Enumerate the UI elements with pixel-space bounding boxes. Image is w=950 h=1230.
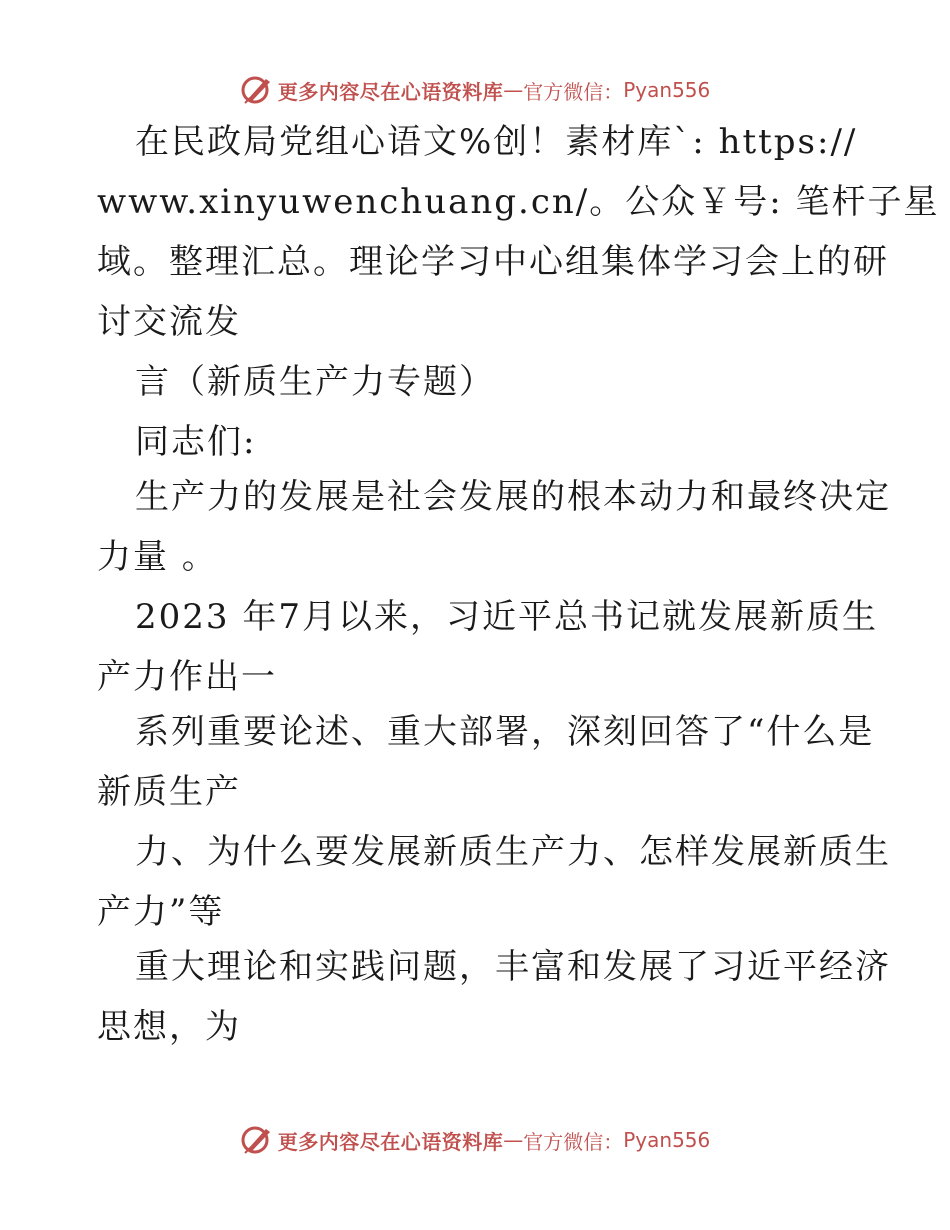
body-line: 重大理论和实践问题，丰富和发展了习近平经济	[135, 947, 891, 987]
body-line: 域。整理汇总。理论学习中心组集体学习会上的研	[97, 242, 889, 282]
footer-label: 官方微信：	[523, 1129, 624, 1154]
body-line: 言（新质生产力专题）	[135, 362, 495, 402]
body-line: 讨交流发	[97, 302, 241, 342]
pen-logo-icon	[240, 1123, 274, 1157]
body-line: 思想，为	[97, 1007, 241, 1047]
body-line: 产力作出一	[97, 657, 277, 697]
header-label: 官方微信：	[523, 79, 624, 104]
footer-brand: 更多内容尽在心语资料库	[277, 1129, 504, 1154]
pen-logo-icon	[240, 73, 274, 107]
body-line: 同志们:	[135, 422, 257, 462]
header-wechat-id: Pyan556	[623, 78, 711, 102]
header-separator: —	[503, 78, 524, 102]
body-line: 在民政局党组心语文%创！素材库`: https://	[135, 122, 858, 162]
footer-separator: —	[503, 1128, 524, 1152]
body-line: 力、为什么要发展新质生产力、怎样发展新质生	[135, 832, 891, 872]
header-brand: 更多内容尽在心语资料库	[277, 79, 504, 104]
footer-watermark	[0, 1120, 950, 1160]
body-line: 产力”等	[97, 892, 225, 932]
header-watermark	[0, 70, 950, 110]
body-line: 2023 年7月以来，习近平总书记就发展新质生	[135, 597, 878, 637]
body-line: www.xinyuwenchuang.cn/。公众￥号: 笔杆子星	[97, 182, 940, 222]
body-line: 系列重要论述、重大部署，深刻回答了“什么是	[135, 712, 875, 752]
footer-wechat-id: Pyan556	[623, 1128, 711, 1152]
body-line: 新质生产	[97, 772, 241, 812]
body-line: 力量 。	[97, 537, 218, 577]
body-line: 生产力的发展是社会发展的根本动力和最终决定	[135, 477, 891, 517]
